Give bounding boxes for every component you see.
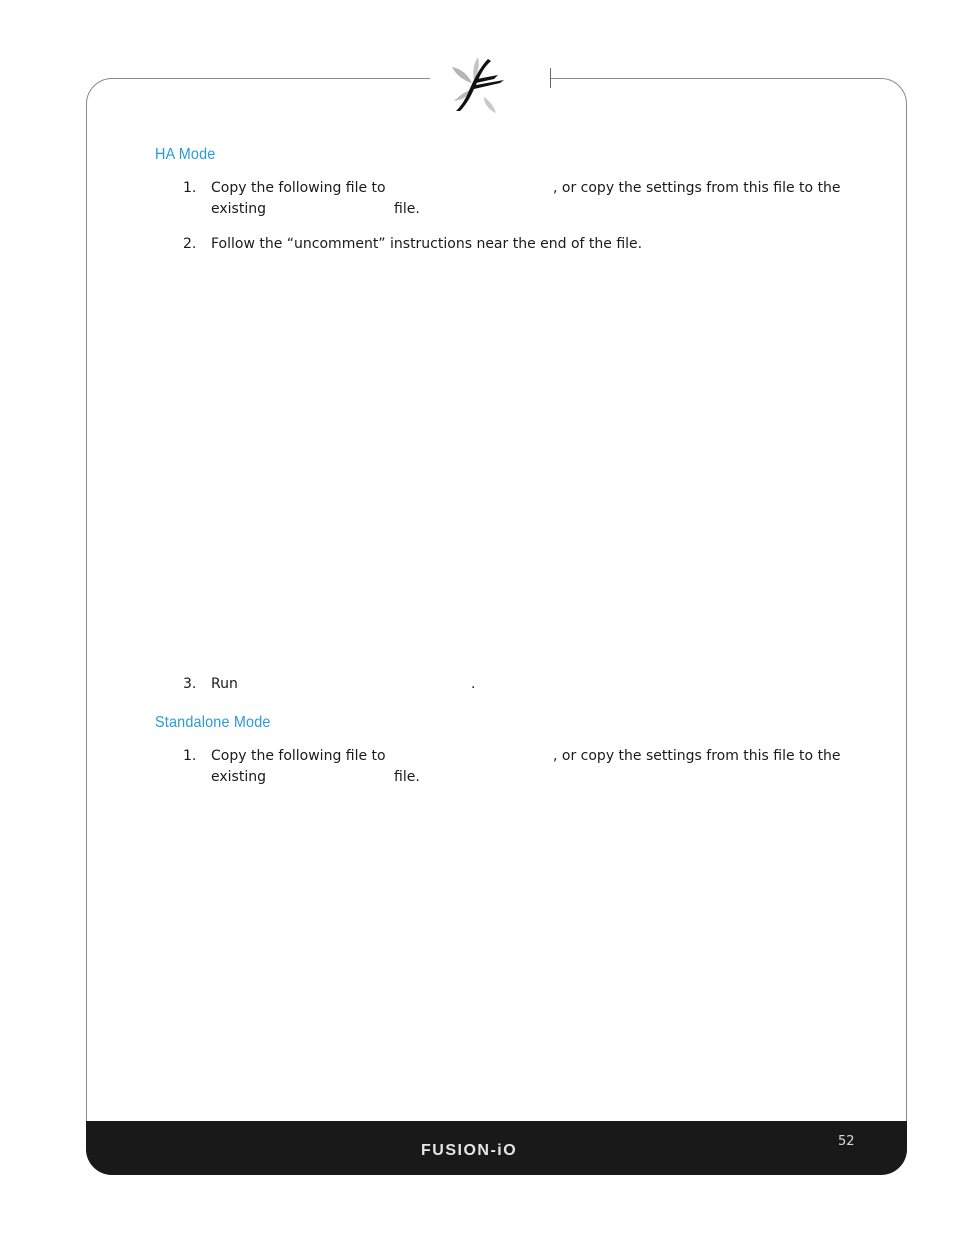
step-text-line1-b: , or copy the settings from this file to the — [553, 748, 841, 764]
step-text-line2-b: file. — [394, 201, 420, 217]
step-text-line1-a: Copy the following file to — [211, 180, 386, 196]
step-text-line1-a: Follow the “uncomment” instructions near the end of the file. — [211, 236, 643, 252]
step-text-line1-b: , or copy the settings from this file to the — [553, 180, 841, 196]
section-heading-standalone-mode: Standalone Mode — [155, 714, 271, 731]
frame-divider-tick — [550, 68, 551, 88]
step-text-line1-a: Copy the following file to — [211, 748, 386, 764]
page-number: 52 — [838, 1134, 855, 1149]
step-number: 1. — [183, 180, 197, 196]
fusion-io-wordmark-logo — [421, 1140, 571, 1160]
step-number: 1. — [183, 748, 197, 764]
step-text-line2-b: file. — [394, 769, 420, 785]
step-text-line2-a: existing — [211, 201, 266, 217]
section-heading-ha-mode: HA Mode — [155, 146, 216, 163]
step-text-line1-a: Run — [211, 676, 238, 692]
step-number: 2. — [183, 236, 197, 252]
step-text-line2-a: existing — [211, 769, 266, 785]
svg-text:FUSION-iO: FUSION-iO — [421, 1142, 518, 1159]
step-number: 3. — [183, 676, 197, 692]
fusion-io-logo-mark-icon — [444, 53, 510, 115]
step-text-line1-b: . — [471, 676, 476, 692]
